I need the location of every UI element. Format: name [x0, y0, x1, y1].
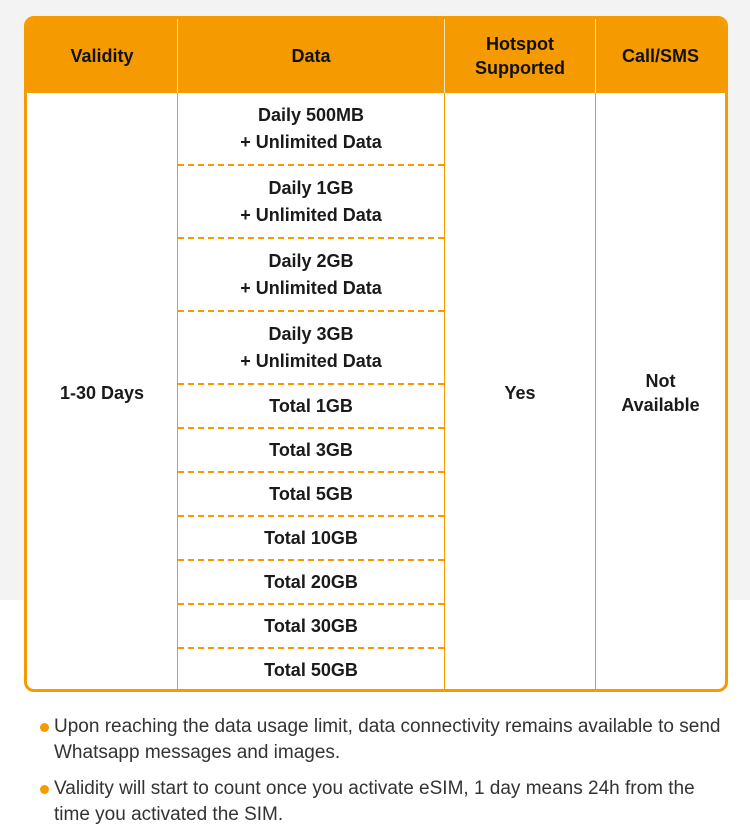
validity-cell: 1-30 Days [59, 382, 145, 403]
data-row-line2: + Unlimited Data [240, 277, 382, 298]
data-row [178, 239, 444, 312]
table-body [27, 93, 725, 692]
bullet-dot-icon [40, 785, 49, 794]
call-sms-line1: Not [645, 370, 676, 391]
plan-table [24, 16, 728, 692]
data-row [178, 312, 444, 385]
bullet-dot-icon [40, 723, 49, 732]
note-item [40, 714, 730, 766]
data-row [178, 93, 444, 166]
data-row: Total 50GB [264, 660, 358, 680]
note-text: Validity will start to count once you activate eSIM, 1 day means 24h from the time you activated the SIM. [54, 778, 695, 825]
table-header [27, 19, 725, 93]
data-row-line1: Daily 2GB [268, 250, 354, 271]
hotspot-cell: Yes [444, 93, 595, 692]
note-text: Upon reaching the data usage limit, data connectivity remains available to send Whatsapp messages and images. [54, 716, 721, 763]
data-row-line2: + Unlimited Data [240, 204, 382, 225]
header-call-sms: Call/SMS [595, 19, 725, 93]
data-row: Total 3GB [178, 429, 444, 473]
data-row-line2: + Unlimited Data [240, 131, 382, 152]
header-validity: Validity [70, 46, 134, 66]
notes-list [40, 714, 730, 838]
call-sms-cell [595, 93, 725, 692]
note-item [40, 776, 730, 828]
header-data: Data [177, 19, 444, 93]
header-hotspot-line1: Hotspot [486, 34, 554, 54]
data-row [178, 166, 444, 239]
data-row: Total 5GB [178, 473, 444, 517]
call-sms-line2: Available [621, 394, 700, 415]
data-row: Total 1GB [178, 385, 444, 429]
data-row-line1: Daily 1GB [268, 177, 354, 198]
data-row: Total 20GB [178, 561, 444, 605]
header-hotspot [444, 19, 595, 93]
data-row: Total 30GB [178, 605, 444, 649]
header-hotspot-line2: Supported [475, 58, 565, 78]
data-column [177, 93, 444, 692]
data-row: Total 10GB [178, 517, 444, 561]
data-row-line2: + Unlimited Data [240, 350, 382, 371]
data-row-line1: Daily 3GB [268, 323, 354, 344]
data-row-line1: Daily 500MB [257, 104, 365, 125]
